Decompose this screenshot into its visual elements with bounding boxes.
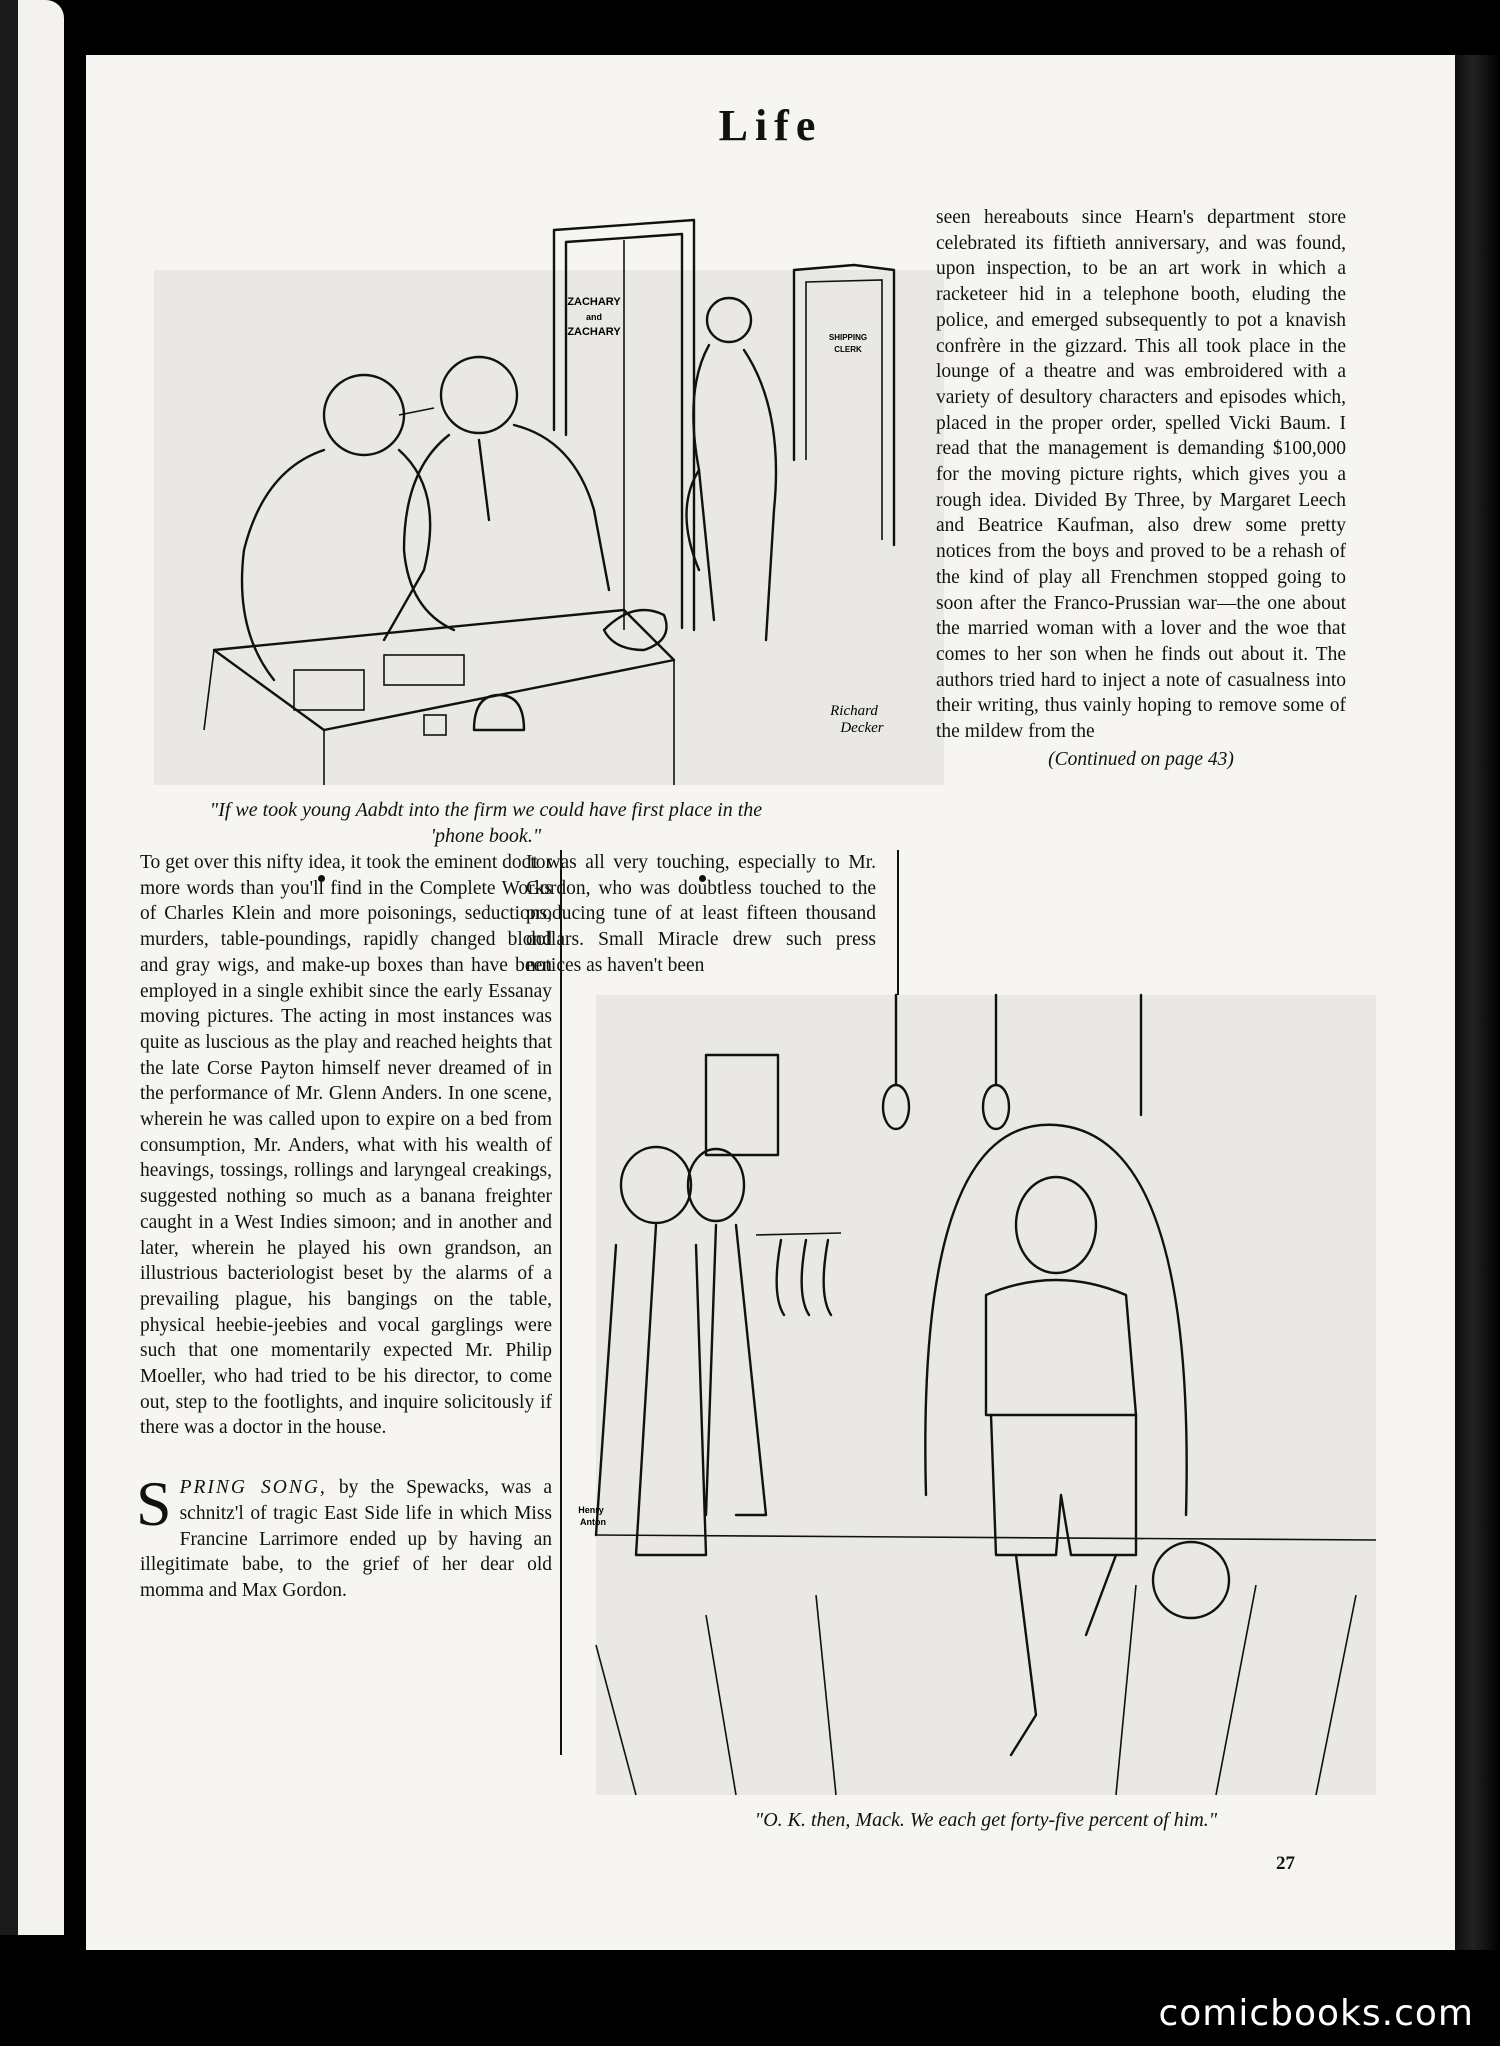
article-text: by the Spewacks, was a schnitz'l of tragic East Side life in which Miss Francine Larrimore ended up by having an illegitimate babe, to the grief of her dear old momma and Max Gordon. <box>140 1477 552 1601</box>
magazine-page <box>86 55 1455 1950</box>
spring-song-paragraph <box>136 1468 552 1604</box>
svg-text:Henry: Henry <box>578 1505 604 1515</box>
cartoon-gym-illustration <box>578 995 1376 1795</box>
cartoon-office-illustration <box>154 210 944 785</box>
article-text: It was all very touching, especially to Mr. Gordon, who was doubtless touched to the producing tune of at least fifteen thousand dollars. Small Miracle drew such press notices as haven't been <box>526 852 876 976</box>
column-rule <box>560 850 562 1755</box>
article-column-left <box>136 850 552 1604</box>
svg-text:ZACHARY: ZACHARY <box>567 326 621 338</box>
svg-text:Decker: Decker <box>840 720 884 736</box>
svg-text:ZACHARY: ZACHARY <box>567 296 621 308</box>
spine-shadow <box>0 0 18 1935</box>
right-page-shadow <box>1455 55 1500 1950</box>
column-rule <box>897 850 899 1000</box>
svg-text:SHIPPING: SHIPPING <box>828 333 868 342</box>
cartoon-caption: "O. K. then, Mack. We each get forty-five percent of him." <box>754 1809 1218 1831</box>
svg-text:CLERK: CLERK <box>834 345 862 354</box>
svg-text:and: and <box>585 312 603 322</box>
article-text: To get over this nifty idea, it took the eminent doctor more words than you'll find in the Complete Works of Charles Klein and more poisonings, seductions, murders, table-poundings, rapidly changed blond and gray wigs, and make-up boxes than have been employed in a single exhibit since the early Essanay moving pictures. The acting in most instances was quite as luscious as the play and reached heights that the late Corse Payton himself never dreamed of in the performance of Mr. Glenn Anders. In one scene, wherein he was called upon to expire on a bed from consumption, Mr. Anders, what with his wealth of heavings, tossings, rollings and laryngeal creakings, suggested nothing so much as a banana freighter caught in a West Indies simoon; and in another and later, wherein he played his own grandson, an illustrious bacteriologist beset by the alarms of a prevailing plague, his bangings on the table, physical heebie-jeebies and vocal garglings were such that one momentarily expected Mr. Philip Moeller, who had tried to be his director, to come out, step to the footlights, and inquire solicitously if there was a doctor in the house. <box>140 852 552 1439</box>
masthead-title: Life <box>718 101 823 150</box>
page-number: 27 <box>1276 1853 1295 1874</box>
drop-cap: S <box>136 1468 172 1540</box>
site-watermark: comicbooks.com <box>1158 1993 1474 2034</box>
article-text: seen hereabouts since Hearn's department store celebrated its fiftieth anniversary, and was found, upon inspection, to be an art work in which a racketeer hid in a telephone booth, eluding the police, and emerged subsequently to pot a knavish confrère in the gizzard. This all took place in the lounge of a theatre and was embroidered with a variety of desultory characters and episodes which, placed in the proper order, spelled Vicki Baum. I read that the management is demanding $100,000 for the moving picture rights, which gives you a rough idea. Divided By Three, by Margaret Leech and Beatrice Kaufman, also drew some pretty notices from the boys and proved to be a rehash of the kind of play all Frenchmen stopped going to soon after the Franco-Prussian war—the one about the married woman with a lover and the woe that comes to her son when he finds out about it. The authors tried hard to inject a note of casualness into their writing, thus vainly hoping to remove some of the mildew from the <box>936 207 1346 743</box>
svg-text:Anton: Anton <box>580 1517 606 1527</box>
article-column-middle <box>526 850 876 979</box>
svg-text:Richard: Richard <box>830 703 878 719</box>
cartoon-caption: "If we took young Aabdt into the firm we could have first place in the 'phone book." <box>209 799 763 847</box>
play-title: PRING SONG, <box>179 1477 327 1499</box>
continued-note: (Continued on page 43) <box>1048 748 1234 770</box>
article-column-right <box>936 205 1346 772</box>
